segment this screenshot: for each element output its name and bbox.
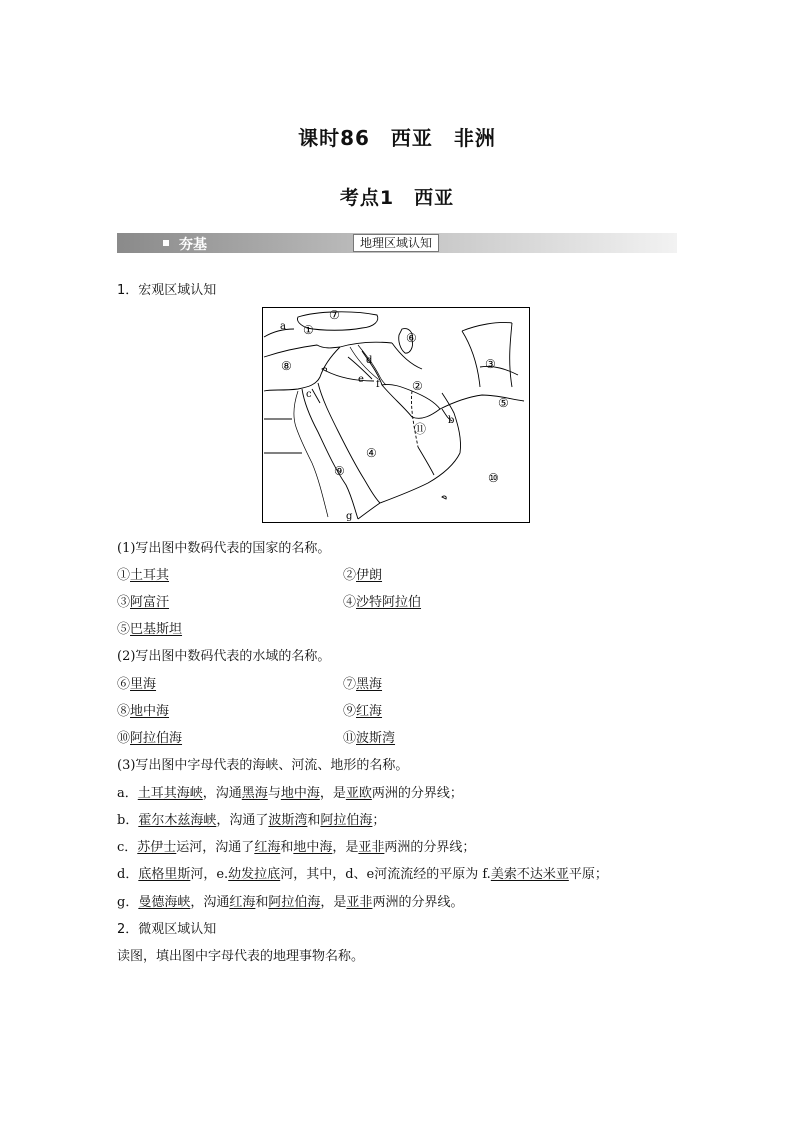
section2-title: 2．微观区域认知 [117,922,217,937]
map-label-d: d [366,355,373,366]
topic-title: 考点1 西亚 [339,187,455,209]
map-label-f: f [376,379,380,390]
square-bullet-icon [163,240,169,246]
q3-line-g: g．曼德海峡，沟通红海和阿拉伯海，是亚非两洲的分界线。 [117,895,464,910]
map-label-c: c [306,389,312,400]
answer: 土耳其 [130,568,170,583]
q1-item-4: ④沙特阿拉伯 [343,595,422,610]
q3-line-a: a．土耳其海峡，沟通黑海与地中海，是亚欧两洲的分界线； [117,786,463,801]
answer: 伊朗 [356,568,383,583]
q3-prompt: (3)写出图中字母代表的海峡、河流、地形的名称。 [117,758,409,773]
map-label-4: ④ [366,446,377,460]
q1-item-3: ③阿富汗 [117,595,170,610]
lesson-title: 课时86 西亚 非洲 [298,126,496,150]
banner-subtitle: 地理区域认知 [353,234,439,252]
answer: 巴基斯坦 [130,622,183,637]
west-asia-map [262,307,530,523]
banner-tag: 夯基 [179,237,207,253]
answer: 地中海 [130,704,170,719]
map-label-g: g [346,511,353,522]
section2-text: 读图，填出图中字母代表的地理事物名称。 [117,949,365,964]
section1-title: 1．宏观区域认知 [117,283,217,298]
answer: 阿拉伯海 [130,731,183,746]
q1-item-5: ⑤巴基斯坦 [117,622,183,637]
q2-item-9: ⑨红海 [343,704,383,719]
answer: 红海 [356,704,383,719]
map-label-8: ⑧ [281,359,292,373]
q1-item-2: ②伊朗 [343,568,383,583]
map-label-1: ① [303,323,314,337]
map-label-6: ⑥ [406,331,417,345]
q1-prompt: (1)写出图中数码代表的国家的名称。 [117,541,331,556]
map-label-e: e [358,374,364,385]
answer: 沙特阿拉伯 [356,595,422,610]
q3-line-d: d．底格里斯河，e.幼发拉底河，其中，d、e河流流经的平原为 f.美索不达米亚平原； [117,867,608,882]
map-label-11: ⑪ [414,422,427,436]
map-label-3: ③ [485,357,496,371]
map-label-a: a [280,321,286,332]
q3-line-b: b．霍尔木兹海峡，沟通了波斯湾和阿拉伯海； [117,813,386,828]
answer: 黑海 [356,677,383,692]
map-label-9: ⑨ [334,464,345,478]
answer: 阿富汗 [130,595,170,610]
map-label-10: ⑩ [488,471,499,485]
q2-prompt: (2)写出图中数码代表的水域的名称。 [117,649,331,664]
map-label-2: ② [412,379,423,393]
q2-item-11: ⑪波斯湾 [343,731,396,746]
answer: 波斯湾 [356,731,396,746]
section-banner [117,233,677,253]
q2-item-10: ⑩阿拉伯海 [117,731,183,746]
map-label-5: ⑤ [498,396,509,410]
q2-item-8: ⑧地中海 [117,704,170,719]
map-label-7: ⑦ [329,308,340,322]
q2-item-6: ⑥里海 [117,677,157,692]
answer: 里海 [130,677,157,692]
q3-line-c: c．苏伊士运河，沟通了红海和地中海，是亚非两洲的分界线； [117,840,476,855]
q2-item-7: ⑦黑海 [343,677,383,692]
q1-item-1: ①土耳其 [117,568,170,583]
map-label-b: b [448,415,455,426]
